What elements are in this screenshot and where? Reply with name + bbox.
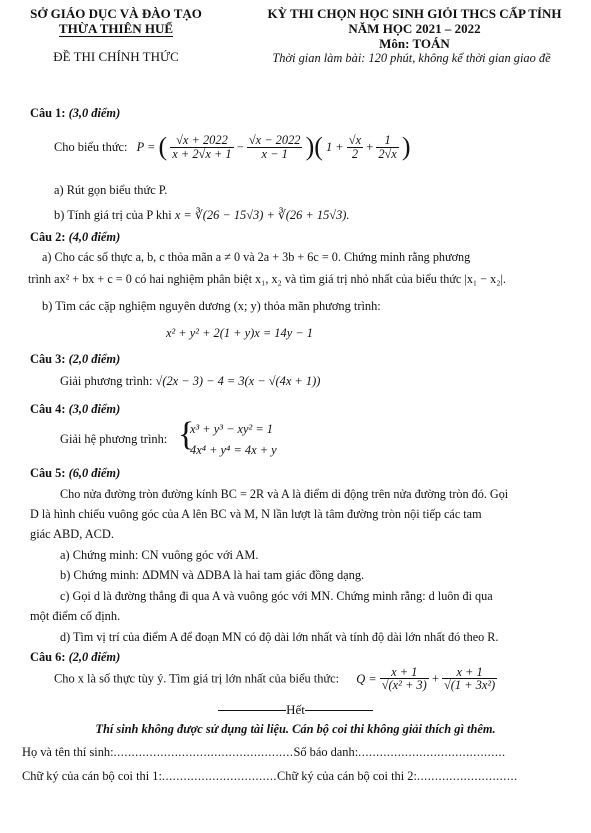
q5-line1: Cho nửa đường tròn đường kính BC = 2R và A là điểm di động trên nửa đường tròn đó. Gọi	[60, 487, 509, 501]
q1-expression: Cho biểu thức: P = ( $\frac{√x + 2022}{x + 2√x + 1}$ − $\frac{√x - 2022}{x - 1}$ )( 1 + $\frac{√x}{2}$ + $\frac{1}{2√x}$ )	[54, 132, 411, 161]
q6-frac1: $\frac{x + 1}{\text{√(x² + 3)}}$	[381, 665, 427, 693]
subject: Môn: TOÁN	[379, 36, 450, 51]
q1-frac3: $\frac{√x}{2}$	[348, 133, 362, 161]
q5-part-b: b) Chứng minh: ΔDMN và ΔDBA là hai tam giác đồng dạng.	[60, 568, 365, 582]
q6-frac2: $\frac{x + 1}{\text{√(1 + 3x²)}}$	[443, 665, 496, 693]
exam-title: KỲ THI CHỌN HỌC SINH GIỎI THCS CẤP TỈNH	[267, 6, 562, 21]
end-text: Hết	[286, 702, 305, 717]
q6-heading	[30, 650, 120, 665]
q6-text: Cho x là số thực tùy ý. Tìm giá trị lớn nhất của biểu thức:	[54, 671, 340, 686]
proctor1-signature-dots: ................................	[161, 769, 278, 783]
q4-points: (3,0 điểm)	[68, 402, 121, 416]
q1-points: (3,0 điểm)	[68, 106, 121, 120]
q1-part-a: a) Rút gọn biểu thức P.	[54, 183, 168, 197]
q5-line2: D là hình chiếu vuông góc của A lên BC và M, N lần lượt là tâm đường tròn nội tiếp các tam	[30, 507, 482, 521]
q4-eq2: 4x⁴ + y⁴ = 4x + y	[190, 443, 277, 457]
q2-heading	[30, 230, 120, 245]
q1-part-b: b) Tính giá trị của P khi x = ∛(26 − 15√3) + ∛(26 + 15√3).	[54, 208, 350, 222]
q1-one-plus: 1 +	[326, 139, 344, 154]
dept-name-line1: SỞ GIÁO DỤC VÀ ĐÀO TẠO	[30, 6, 202, 21]
q1-frac2: $\frac{√x - 2022}{x - 1}$	[248, 133, 301, 161]
q1-frac4: $\frac{1}{2√x}$	[378, 133, 397, 161]
dept-name-line2	[0, 21, 232, 37]
proctor2-signature-dots: ............................	[416, 769, 518, 783]
q4-eq1: x³ + y³ − xy² = 1	[190, 422, 274, 436]
q1-lhs: P =	[136, 139, 156, 154]
candidate-name-row	[22, 745, 506, 760]
proctor1-signature-label: Chữ ký của cán bộ coi thi 1:	[22, 769, 162, 783]
q5-part-c-line1: c) Gọi d là đường thẳng đi qua A và vuông góc với MN. Chứng minh rằng: d luôn đi qua	[60, 589, 493, 603]
candidate-number-label: Số báo danh:	[293, 745, 359, 759]
end-rule-right	[305, 710, 373, 711]
candidate-number-dots: .........................................	[358, 745, 506, 759]
dept-province: THỪA THIÊN HUẾ	[58, 21, 174, 36]
q1-paren-close: )	[401, 132, 411, 161]
end-rule-left	[218, 710, 286, 711]
proctor-signature-row	[22, 769, 518, 784]
q5-part-a: a) Chứng minh: CN vuông góc với AM.	[60, 548, 259, 562]
q3-body: Giải phương trình: √(2x − 3) − 4 = 3(x − √(4x + 1))	[60, 374, 321, 388]
q3-label: Câu 3:	[30, 352, 66, 366]
q5-points: (6,0 điểm)	[68, 466, 121, 480]
end-marker	[0, 702, 591, 718]
q1-intro: Cho biểu thức:	[54, 139, 128, 154]
q2-part-a-line2: trình ax² + bx + c = 0 có hai nghiệm phân biệt x₁, x₂ và tìm giá trị nhỏ nhất của biểu thức |x₁ − x₂|.	[28, 272, 506, 286]
q2-part-b: b) Tìm các cặp nghiệm nguyên dương (x; y) thỏa mãn phương trình:	[42, 299, 381, 313]
q6-points: (2,0 điểm)	[68, 650, 121, 664]
q1-frac1: $\frac{√x + 2022}{x + 2√x + 1}$	[172, 133, 232, 161]
q5-label: Câu 5:	[30, 466, 66, 480]
school-year: NĂM HỌC 2021 – 2022	[348, 21, 481, 36]
candidate-name-label: Họ và tên thí sinh:	[22, 745, 114, 759]
q4-text: Giải hệ phương trình:	[60, 432, 168, 446]
q5-line3: giác ABD, ACD.	[30, 527, 114, 541]
q4-system-brace: {	[178, 416, 195, 453]
q1-b-expr: x = ∛(26 − 15√3) + ∛(26 + 15√3).	[174, 208, 350, 222]
q5-heading	[30, 466, 120, 481]
q2-b-equation: x² + y² + 2(1 + y)x = 14y − 1	[166, 326, 313, 340]
q5-part-c-line2: một điểm cố định.	[30, 609, 121, 623]
proctor2-signature-label: Chữ ký của cán bộ coi thi 2:	[277, 769, 417, 783]
q4-label: Câu 4:	[30, 402, 66, 416]
q3-equation: √(2x − 3) − 4 = 3(x − √(4x + 1))	[155, 374, 321, 388]
exam-note: Thí sinh không được sử dụng tài liệu. Cán bộ coi thi không giải thích gì thêm.	[95, 722, 496, 736]
q1-heading	[30, 106, 120, 121]
q6-lhs: Q =	[356, 671, 377, 686]
exam-time: Thời gian làm bài: 120 phút, không kể thời gian giao đề	[272, 51, 551, 65]
q3-heading	[30, 352, 120, 367]
q6-body: Cho x là số thực tùy ý. Tìm giá trị lớn nhất của biểu thức: Q = $\frac{x + 1}{\text{√(x² + 3)}}$ + $\frac{x + 1}{\text{√(1 + 3x²)}}$	[54, 665, 496, 693]
q2-label: Câu 2:	[30, 230, 66, 244]
q3-points: (2,0 điểm)	[68, 352, 121, 366]
q2-points: (4,0 điểm)	[68, 230, 121, 244]
q1-label: Câu 1:	[30, 106, 66, 120]
q6-label: Câu 6:	[30, 650, 66, 664]
q5-part-d: d) Tìm vị trí của điểm A để đoạn MN có độ dài lớn nhất và tính độ dài lớn nhất đó theo R.	[60, 630, 499, 644]
q4-heading	[30, 402, 120, 417]
q1-paren-open: (	[158, 132, 168, 161]
official-label: ĐỀ THI CHÍNH THỨC	[53, 49, 179, 64]
q2-part-a-line1: a) Cho các số thực a, b, c thỏa mãn a ≠ 0 và 2a + 3b + 6c = 0. Chứng minh rằng phương	[42, 250, 471, 264]
candidate-name-dots: ..................................................	[113, 745, 294, 759]
